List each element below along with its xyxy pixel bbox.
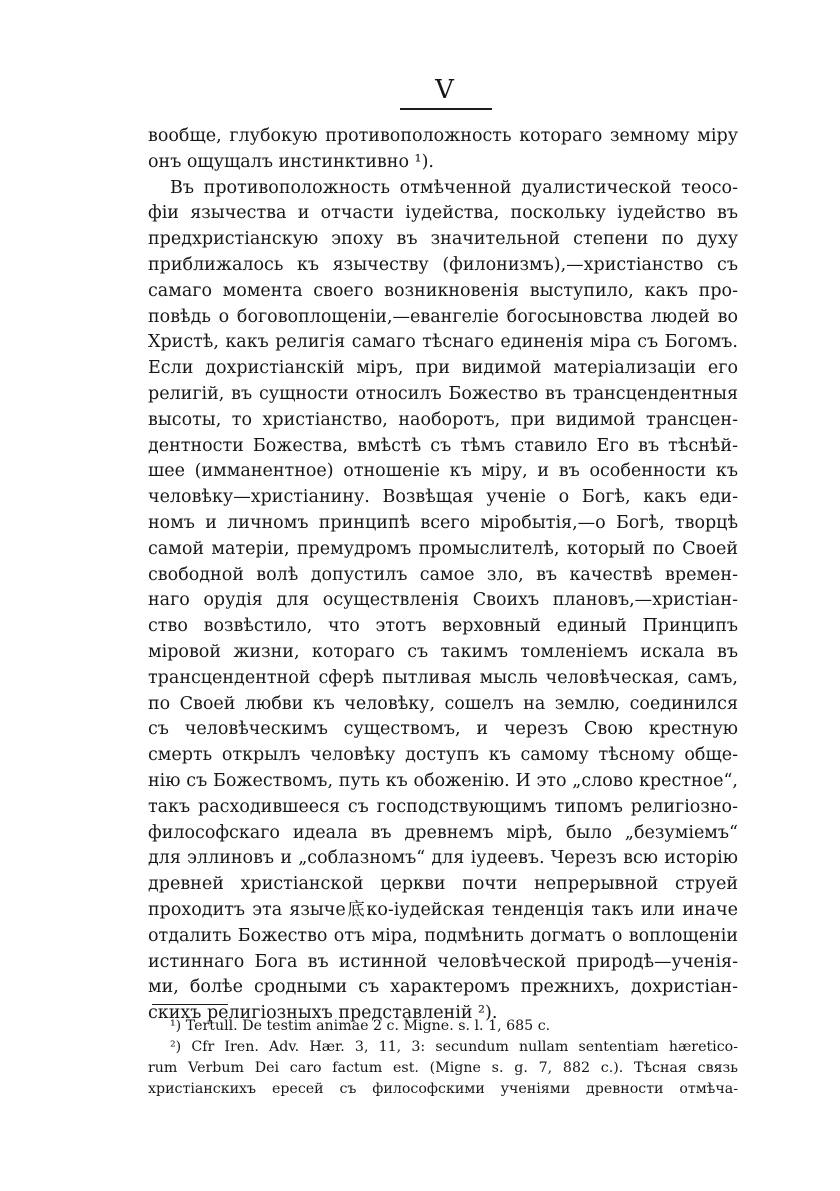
text-line: ство возвѣстило, что этотъ верховный единый Принципъ [148, 616, 738, 637]
main-text [148, 124, 738, 1027]
text-line: онъ ощущалъ инстинктивно ¹). [148, 151, 434, 172]
text-line: повѣдь о боговоплощеніи,—евангеліе богосыновства людей во [148, 306, 738, 327]
text-line: философскаго идеала въ древнемъ мірѣ, было „безуміемъ“ [148, 822, 738, 843]
footnote-line: христіанскихъ ересей съ философскими ученіями древности отмѣча- [148, 1081, 738, 1097]
text-line: по Своей любви къ человѣку, сошелъ на землю, соединился [148, 693, 738, 714]
text-line: фіи язычества и отчасти іудейства, поскольку іудейство въ [148, 203, 738, 224]
footnote-line: ¹) Tertull. De testim animae 2 c. Migne. s. l. 1, 685 c. [170, 1018, 551, 1034]
text-line: Въ противоположность отмѣченной дуалистической теосо- [170, 177, 738, 198]
text-line: высоты, то христіанство, наоборотъ, при видимой трансцен- [148, 409, 738, 430]
text-line: дентности Божества, вмѣстѣ съ тѣмъ ставило Его въ тѣснѣй- [148, 435, 738, 456]
text-line: древней христіанской церкви почти непрерывной струей [148, 874, 738, 895]
text-line: для эллиновъ и „соблазномъ“ для іудеевъ. Черезъ всю исторію [148, 848, 738, 869]
text-line: трансцендентной сферѣ пытливая мысль человѣческая, самъ, [148, 667, 738, 688]
text-line: свободной волѣ допустилъ самое зло, въ качествѣ времен- [148, 564, 738, 585]
text-line: нію съ Божествомъ, путь къ обоженію. И это „слово крестное“, [148, 770, 738, 791]
footnotes [148, 1016, 738, 1100]
footnote-rule [152, 1004, 228, 1005]
text-line: проходитъ эта языче底ко-іудейская тенденція такъ или иначе [148, 899, 738, 920]
text-line: наго орудія для осуществленія Своихъ плановъ,—христіан- [148, 590, 738, 611]
text-line: ми, болѣе сродными съ характеромъ прежнихъ, дохристіан- [148, 977, 738, 998]
text-line: человѣку—христіанину. Возвѣщая ученіе о Богѣ, какъ еди- [148, 487, 738, 508]
page-number-rule [400, 108, 492, 110]
text-line: религій, въ сущности относилъ Божество въ трансцендентныя [148, 383, 738, 404]
text-line: самой матеріи, премудромъ промыслителѣ, который по Своей [148, 538, 738, 559]
text-line: съ человѣческимъ существомъ, и черезъ Свою крестную [148, 719, 738, 740]
text-line: самаго момента своего возникновенія выступило, какъ про- [148, 280, 738, 301]
text-line: скихъ религіозныхъ представленій ²). [148, 1003, 498, 1024]
text-line: смерть открылъ человѣку доступъ къ самому тѣсному обще- [148, 745, 738, 766]
text-line: Если дохристіанскій міръ, при видимой матеріализаціи его [148, 358, 738, 379]
text-line: приближалось къ язычеству (филонизмъ),—христіанство съ [148, 254, 738, 275]
text-line: Христѣ, какъ религія самаго тѣснаго единенія міра съ Богомъ. [148, 332, 738, 353]
page-number: V [435, 75, 455, 105]
footnote-line: ²) Cfr Iren. Adv. Hær. 3, 11, 3: secundum nullam sententiam hæretico- [170, 1039, 738, 1055]
footnote-line: rum Verbum Dei caro factum est. (Migne s. g. 7, 882 c.). Тѣсная связь [148, 1060, 738, 1076]
text-line: вообще, глубокую противоположность котораго земному міру [148, 126, 738, 146]
text-line: отдалить Божество отъ міра, подмѣнить догматъ о воплощеніи [148, 925, 738, 946]
text-line: міровой жизни, котораго съ такимъ томленіемъ искала въ [148, 641, 738, 662]
text-line: такъ расходившееся съ господствующимъ типомъ религіозно- [148, 796, 738, 817]
text-line: предхристіанскую эпоху въ значительной степени по духу [148, 229, 738, 250]
text-line: номъ и личномъ принципѣ всего міробытія,—о Богѣ, творцѣ [148, 512, 738, 533]
text-line: шее (имманентное) отношеніе къ міру, и въ особенности къ [148, 461, 738, 482]
text-line: истиннаго Бога въ истинной человѣческой природѣ—ученія- [148, 951, 738, 972]
